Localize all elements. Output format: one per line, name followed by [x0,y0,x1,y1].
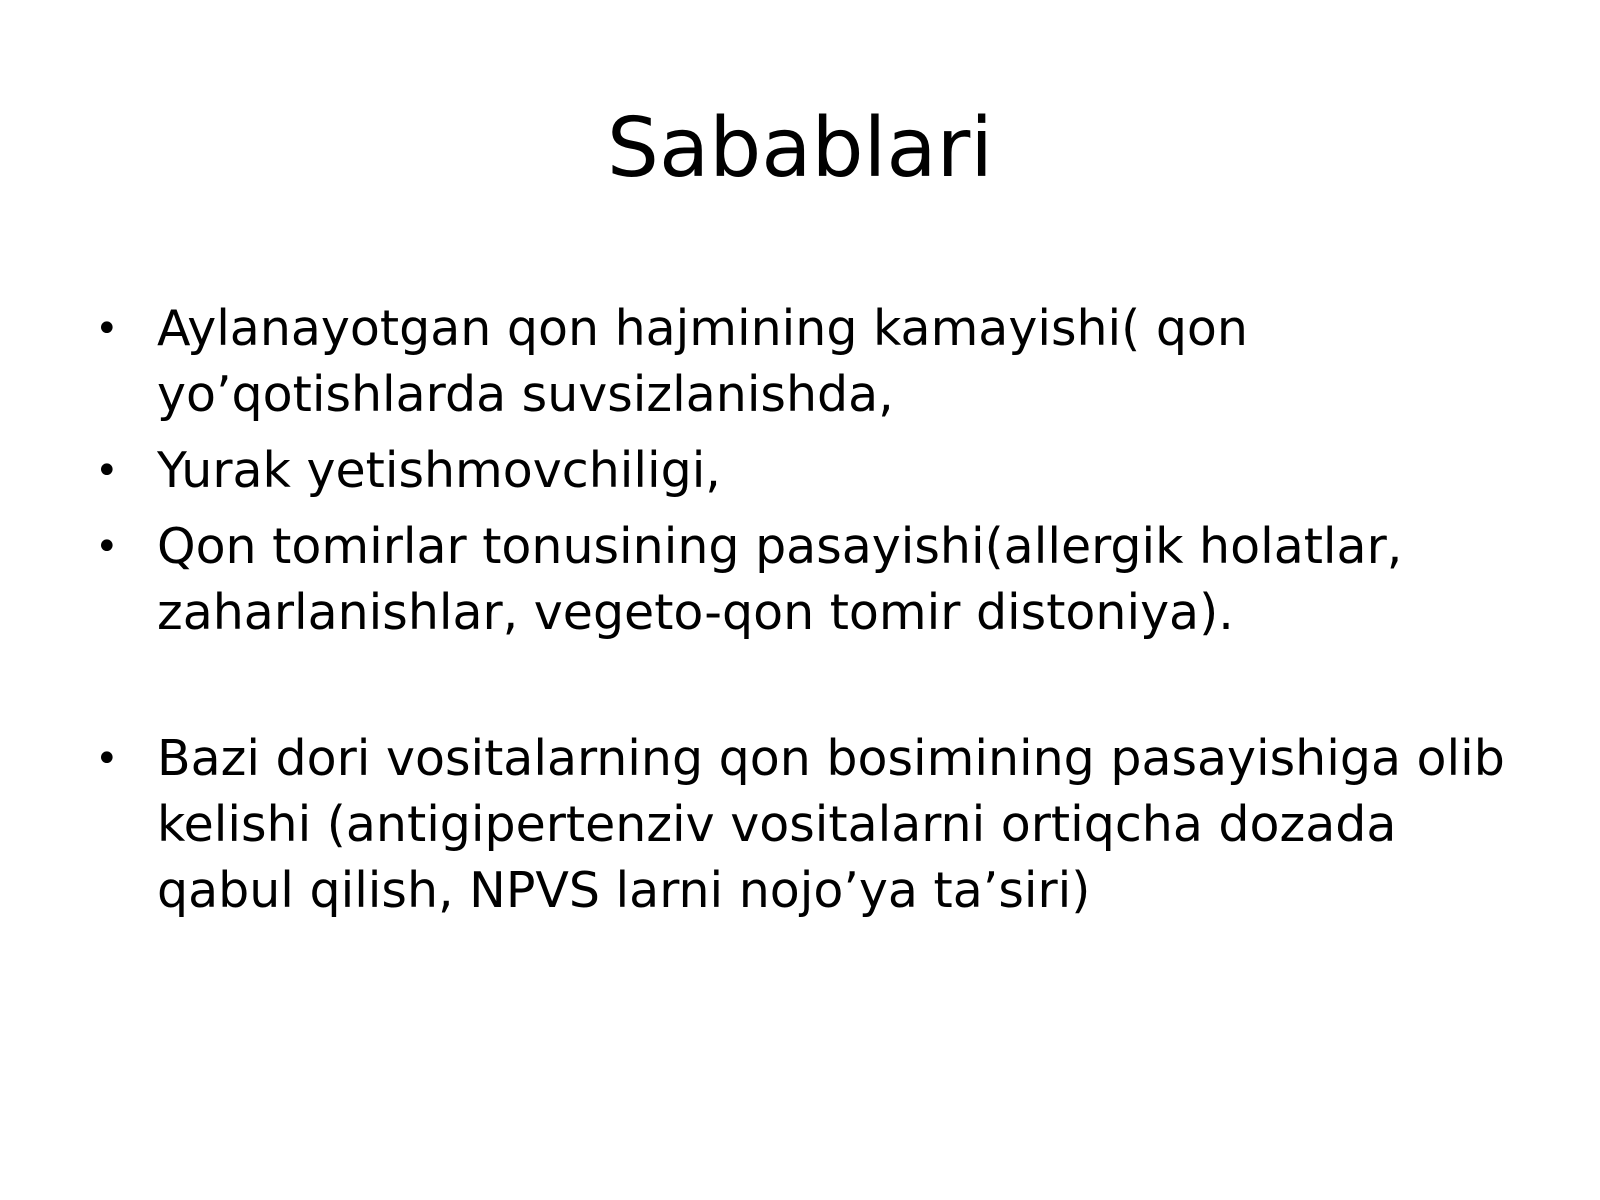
bullet-item [95,296,1535,428]
bullet-list [95,296,1535,934]
slide-title: Sabablari [606,101,994,196]
bullet-icon: • [95,306,119,352]
bullet-text: Yurak yetishmovchiligi, [157,442,721,499]
bullet-icon: • [95,448,119,494]
bullet-text: Bazi dori vositalarning qon bosimining pasayishiga olib kelishi (antigipertenziv vositalarni ortiqcha dozada qabul qilish, NPVS larni nojo’ya ta’siri) [157,730,1505,919]
bullet-item [95,514,1535,646]
bullet-icon: • [95,524,119,570]
bullet-item [95,726,1535,924]
bullet-icon: • [95,736,119,782]
bullet-text: Qon tomirlar tonusining pasayishi(allergik holatlar, zaharlanishlar, vegeto-qon tomir distoniya). [157,518,1403,641]
bullet-item [95,438,1535,504]
bullet-text: Aylanayotgan qon hajmining kamayishi( qon yo’qotishlarda suvsizlanishda, [157,300,1248,423]
